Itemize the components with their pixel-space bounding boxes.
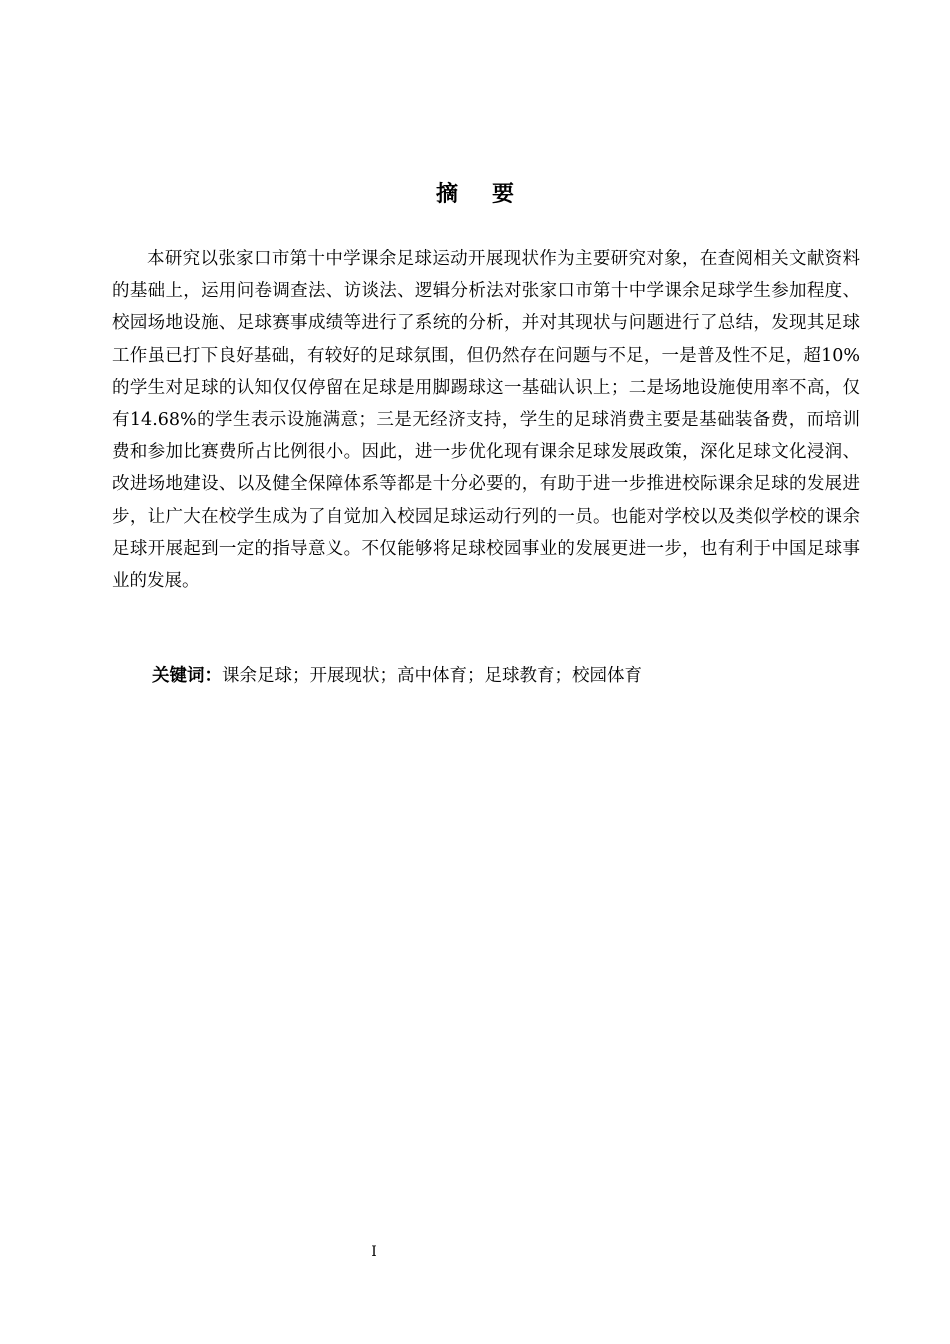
keywords-list: 课余足球；开展现状；高中体育；足球教育；校园体育	[222, 666, 642, 686]
page-number: I	[371, 1244, 377, 1260]
abstract-title: 摘要	[435, 182, 548, 207]
abstract-body: 本研究以张家口市第十中学课余足球运动开展现状作为主要研究对象，在查阅相关文献资料的基础上，运用问卷调查法、访谈法、逻辑分析法对张家口市第十中学课余足球学生参加程度、校园场地设施、足球赛事成绩等进行了系统的分析，并对其现状与问题进行了总结，发现其足球工作虽已打下良好基础，有较好的足球氛围，但仍然存在问题与不足，一是普及性不足，超10%的学生对足球的认知仅仅停留在足球是用脚踢球这一基础认识上；二是场地设施使用率不高，仅有14.68%的学生表示设施满意；三是无经济支持，学生的足球消费主要是基础装备费，而培训费和参加比赛费所占比例很小。因此，进一步优化现有课余足球发展政策，深化足球文化浸润、改进场地建设、以及健全保障体系等都是十分必要的，有助于进一步推进校际课余足球的发展进步，让广大在校学生成为了自觉加入校园足球运动行列的一员。也能对学校以及类似学校的课余足球开展起到一定的指导意义。不仅能够将足球校园事业的发展更进一步，也有利于中国足球事业的发展。	[112, 249, 860, 592]
keywords-label: 关键词：	[152, 666, 222, 686]
keywords-line	[152, 660, 852, 692]
